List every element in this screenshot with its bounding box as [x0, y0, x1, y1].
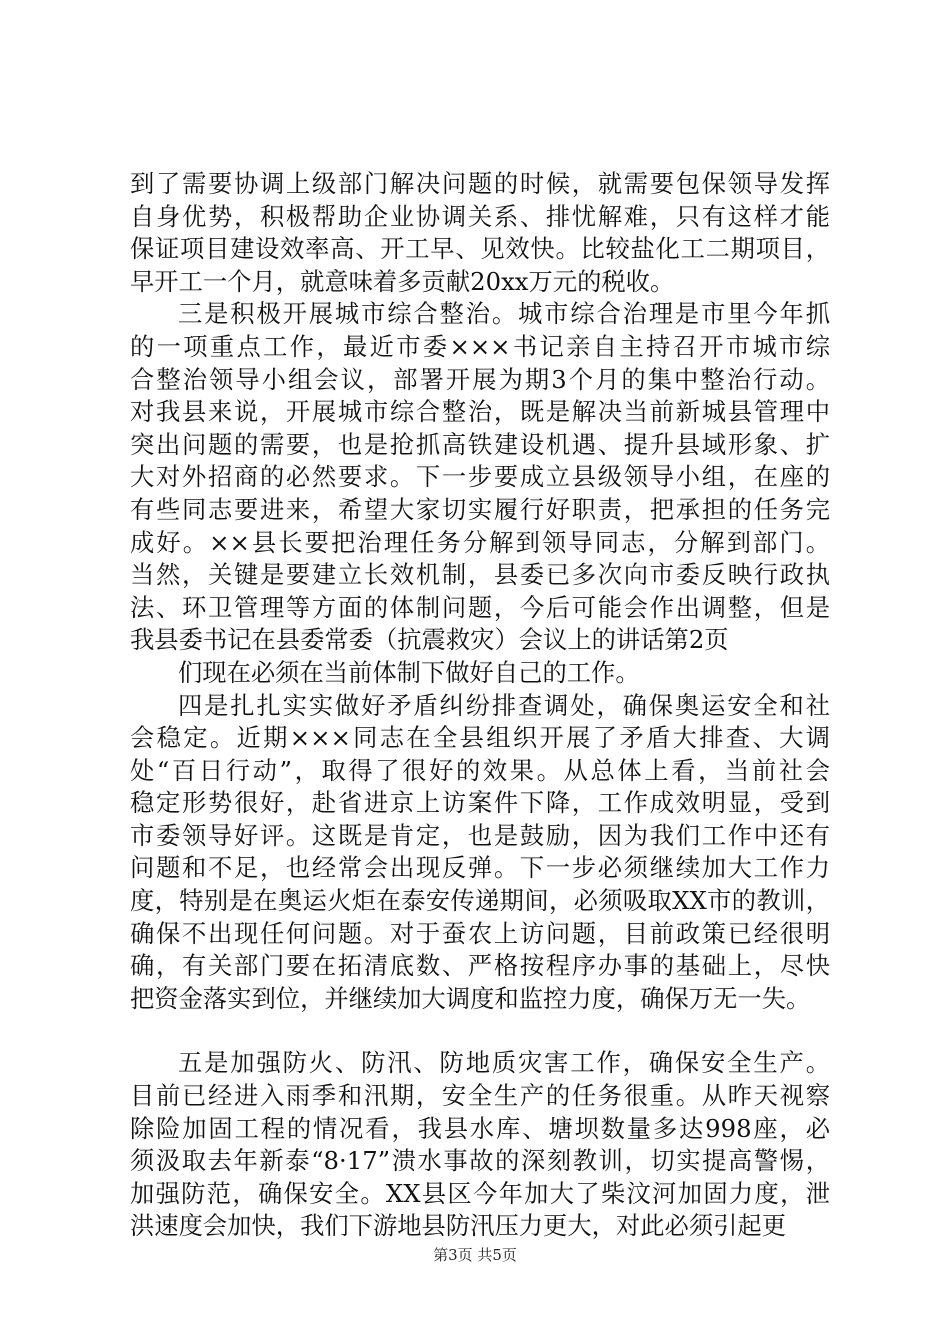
text-line: 度，特别是在奥运火炬在泰安传递期间，必须吸取XX市的教训，: [130, 886, 830, 916]
paragraph-p5: [130, 1047, 830, 1243]
text-line: 突出问题的需要，也是抢抓高铁建设机遇、提升县域形象、扩: [130, 429, 830, 459]
text-line: 的一项重点工作，最近市委×××书记亲自主持召开市城市综: [130, 331, 830, 361]
document-body: [130, 168, 830, 1243]
text-line: 对我县来说，开展城市综合整治，既是解决当前新城县管理中: [130, 397, 830, 427]
text-line: 稳定形势很好，赴省进京上访案件下降，工作成效明显，受到: [130, 788, 830, 818]
paragraph-p4: [130, 690, 830, 1016]
text-line: 须汲取去年新泰“8·17”溃水事故的深刻教训，切实提高警惕，: [130, 1146, 830, 1176]
text-line: 早开工一个月，就意味着多贡献20xx万元的税收。: [130, 266, 675, 296]
text-line: 大对外招商的必然要求。下一步要成立县级领导小组，在座的: [130, 462, 830, 492]
paragraph-p3: [130, 657, 830, 690]
text-line: 我县委书记在县委常委（抗震救灾）会议上的讲话第2页: [130, 625, 729, 655]
paragraph-gap: [130, 1015, 830, 1047]
text-line: 当然，关键是要建立长效机制，县委已多次向市委反映行政执: [130, 560, 830, 590]
text-line: 把资金落实到位，并继续加大调度和监控力度，确保万无一失。: [130, 983, 811, 1013]
text-line: 问题和不足，也经常会出现反弹。下一步必须继续加大工作力: [130, 853, 830, 883]
text-line: 洪速度会加快，我们下游地县防汛压力更大，对此必须引起更: [130, 1211, 787, 1241]
text-line: 有些同志要进来，希望大家切实履行好职责，把承担的任务完: [130, 494, 830, 524]
text-line: 成好。××县长要把治理任务分解到领导同志，分解到部门。: [130, 527, 830, 557]
paragraph-p2: [130, 298, 830, 657]
text-line: 市委领导好评。这既是肯定，也是鼓励，因为我们工作中还有: [130, 820, 830, 850]
text-line: 法、环卫管理等方面的体制问题，今后可能会作出调整，但是: [130, 592, 830, 622]
text-line: 合整治领导小组会议，部署开展为期3个月的集中整治行动。: [130, 364, 830, 394]
text-line: 自身优势，积极帮助企业协调关系、排忧解难，只有这样才能: [130, 201, 830, 231]
text-line: 们现在必须在当前体制下做好自己的工作。: [178, 657, 640, 687]
text-line: 确，有关部门要在拓清底数、严格按程序办事的基础上，尽快: [130, 951, 830, 981]
text-line: 保证项目建设效率高、开工早、见效快。比较盐化工二期项目，: [130, 234, 830, 264]
text-line: 加强防范，确保安全。XX县区今年加大了柴汶河加固力度，泄: [130, 1178, 830, 1208]
text-line: 处“百日行动”，取得了很好的效果。从总体上看，当前社会: [130, 755, 830, 785]
text-line: 目前已经进入雨季和汛期，安全生产的任务很重。从昨天视察: [130, 1081, 830, 1111]
text-line: 三是积极开展城市综合整治。城市综合治理是市里今年抓: [178, 299, 830, 329]
paragraph-p1: [130, 168, 830, 298]
text-line: 四是扎扎实实做好矛盾纠纷排查调处，确保奥运安全和社: [178, 690, 830, 720]
text-line: 到了需要协调上级部门解决问题的时候，就需要包保领导发挥: [130, 169, 830, 198]
text-line: 确保不出现任何问题。对于蚕农上访问题，目前政策已经很明: [130, 918, 830, 948]
text-line: 会稳定。近期×××同志在全县组织开展了矛盾大排查、大调: [130, 723, 830, 753]
text-line: 五是加强防火、防汛、防地质灾害工作，确保安全生产。: [178, 1048, 830, 1078]
page-footer: 第3页 共5页: [433, 1246, 517, 1264]
text-line: 除险加固工程的情况看，我县水库、塘坝数量多达998座，必: [130, 1113, 830, 1143]
